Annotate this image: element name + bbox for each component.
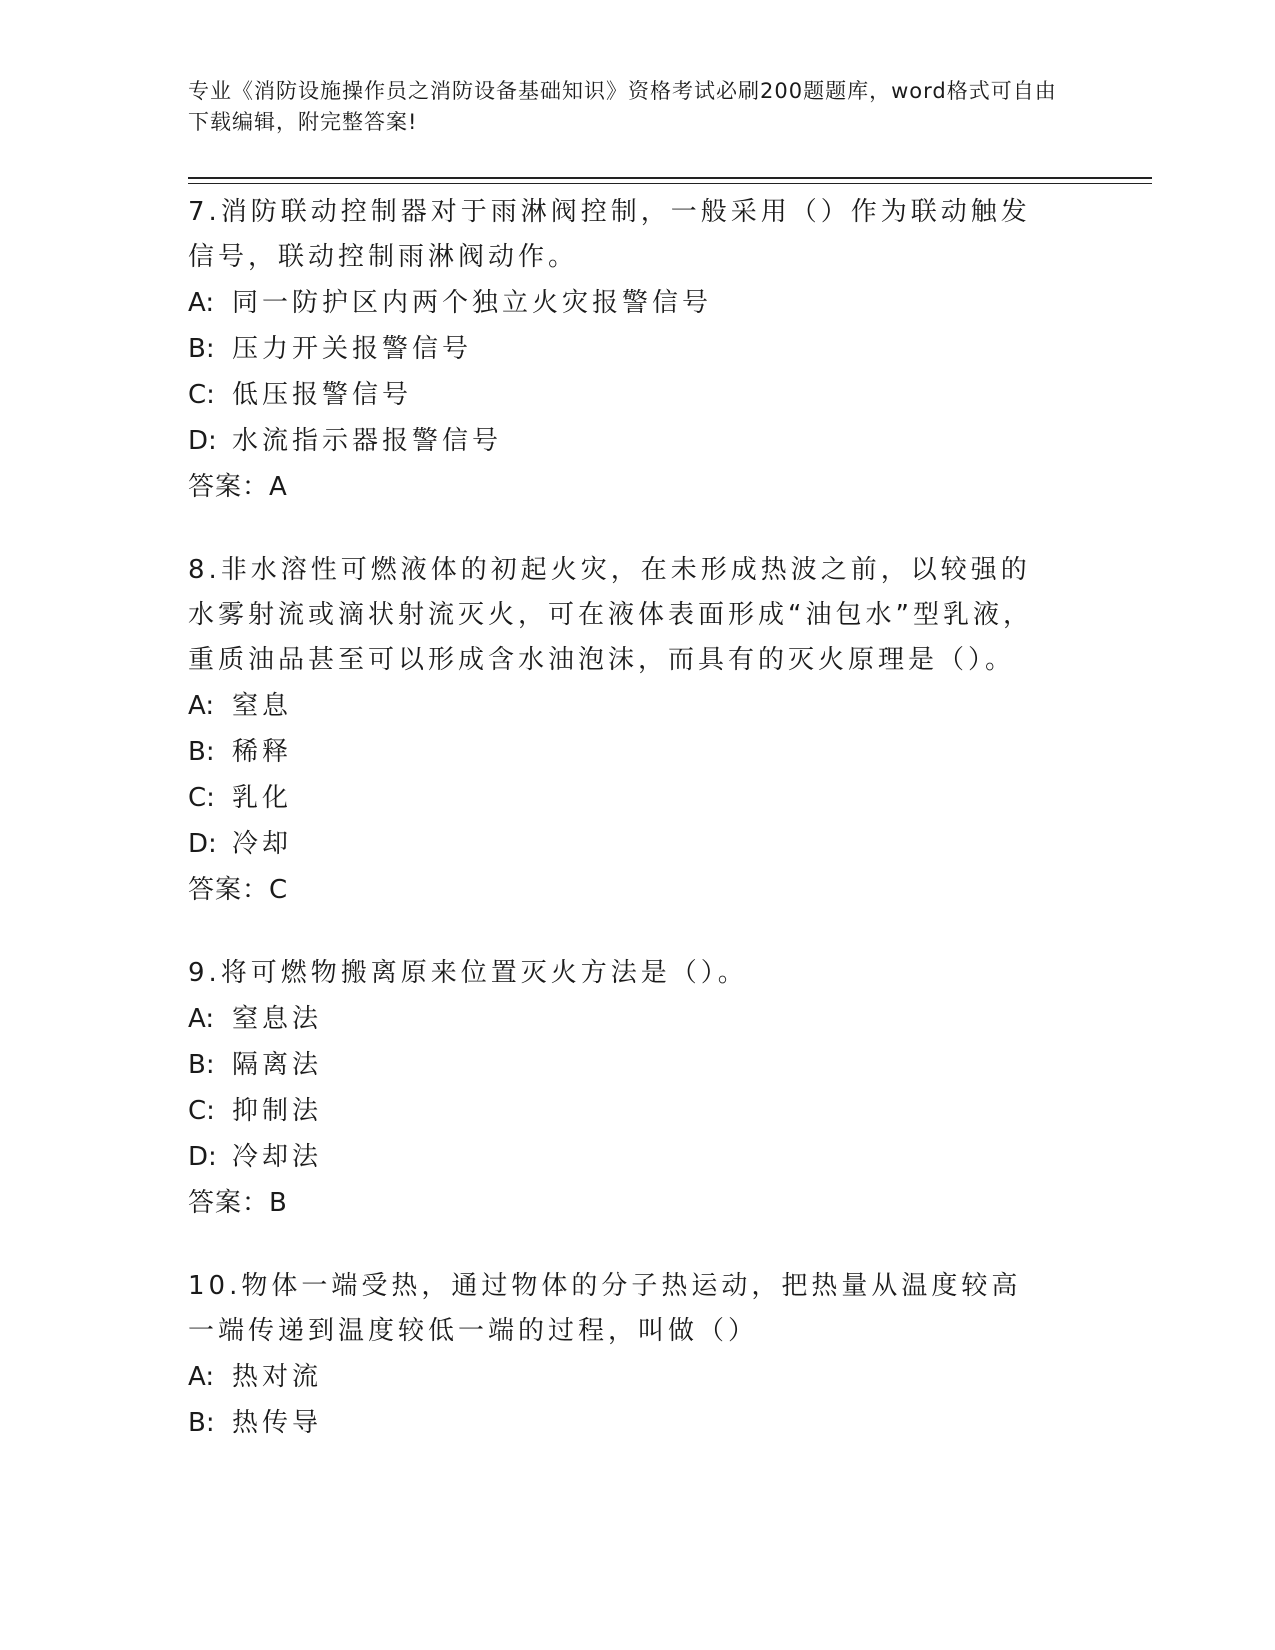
option-b xyxy=(188,729,1088,775)
option-b xyxy=(188,1042,1088,1088)
option-text: 稀释 xyxy=(232,737,293,767)
option-key: C: xyxy=(188,380,215,410)
option-c xyxy=(188,1088,1088,1134)
option-text: 热传导 xyxy=(232,1408,323,1438)
document-header: 专业《消防设施操作员之消防设备基础知识》资格考试必刷200题题库，word格式可自由下载编辑，附完整答案! xyxy=(188,79,1057,134)
option-key: D: xyxy=(188,829,217,859)
answer-line: 答案：A xyxy=(188,472,288,502)
question-stem: 9.将可燃物搬离原来位置灭火方法是（）。 xyxy=(188,958,748,988)
option-text: 窒息法 xyxy=(232,1004,323,1034)
option-key: B: xyxy=(188,334,215,364)
question-stem: 10.物体一端受热，通过物体的分子热运动，把热量从温度较高一端传递到温度较低一端的过程，叫做（） xyxy=(188,1271,1022,1346)
option-text: 乳化 xyxy=(232,783,293,813)
option-key: B: xyxy=(188,1050,215,1080)
option-text: 隔离法 xyxy=(232,1050,323,1080)
option-a xyxy=(188,280,1088,326)
header-rule-thick xyxy=(188,177,1152,179)
option-key: B: xyxy=(188,737,215,767)
option-key: A: xyxy=(188,288,215,318)
option-c xyxy=(188,372,1088,418)
answer-line: 答案：C xyxy=(188,875,289,905)
option-text: 抑制法 xyxy=(232,1096,323,1126)
option-d xyxy=(188,1134,1088,1180)
option-key: A: xyxy=(188,1004,215,1034)
question-9 xyxy=(188,951,1088,1226)
option-key: D: xyxy=(188,426,217,456)
question-stem: 7.消防联动控制器对于雨淋阀控制，一般采用（）作为联动触发信号，联动控制雨淋阀动作。 xyxy=(188,197,1031,272)
option-b xyxy=(188,326,1088,372)
option-d xyxy=(188,418,1088,464)
option-text: 同一防护区内两个独立火灾报警信号 xyxy=(232,288,713,318)
option-text: 低压报警信号 xyxy=(232,380,413,410)
question-8 xyxy=(188,548,1088,913)
option-text: 热对流 xyxy=(232,1362,323,1392)
option-key: C: xyxy=(188,783,215,813)
answer-line: 答案：B xyxy=(188,1188,288,1218)
question-7 xyxy=(188,190,1088,510)
option-key: B: xyxy=(188,1408,215,1438)
option-text: 窒息 xyxy=(232,691,293,721)
option-a xyxy=(188,996,1088,1042)
option-a xyxy=(188,1354,1088,1400)
option-a xyxy=(188,683,1088,729)
option-key: D: xyxy=(188,1142,217,1172)
question-10 xyxy=(188,1264,1088,1446)
option-text: 水流指示器报警信号 xyxy=(232,426,503,456)
option-text: 压力开关报警信号 xyxy=(232,334,473,364)
header-rule-thin xyxy=(188,183,1152,184)
option-b xyxy=(188,1400,1088,1446)
option-key: A: xyxy=(188,1362,215,1392)
option-c xyxy=(188,775,1088,821)
question-list xyxy=(188,190,1088,1484)
option-d xyxy=(188,821,1088,867)
option-text: 冷却法 xyxy=(232,1142,323,1172)
option-key: C: xyxy=(188,1096,215,1126)
option-text: 冷却 xyxy=(232,829,293,859)
question-stem: 8.非水溶性可燃液体的初起火灾，在未形成热波之前，以较强的水雾射流或滴状射流灭火，可在液体表面形成“油包水”型乳液，重质油品甚至可以形成含水油泡沫，而具有的灭火原理是（）。 xyxy=(188,555,1033,675)
option-key: A: xyxy=(188,691,215,721)
